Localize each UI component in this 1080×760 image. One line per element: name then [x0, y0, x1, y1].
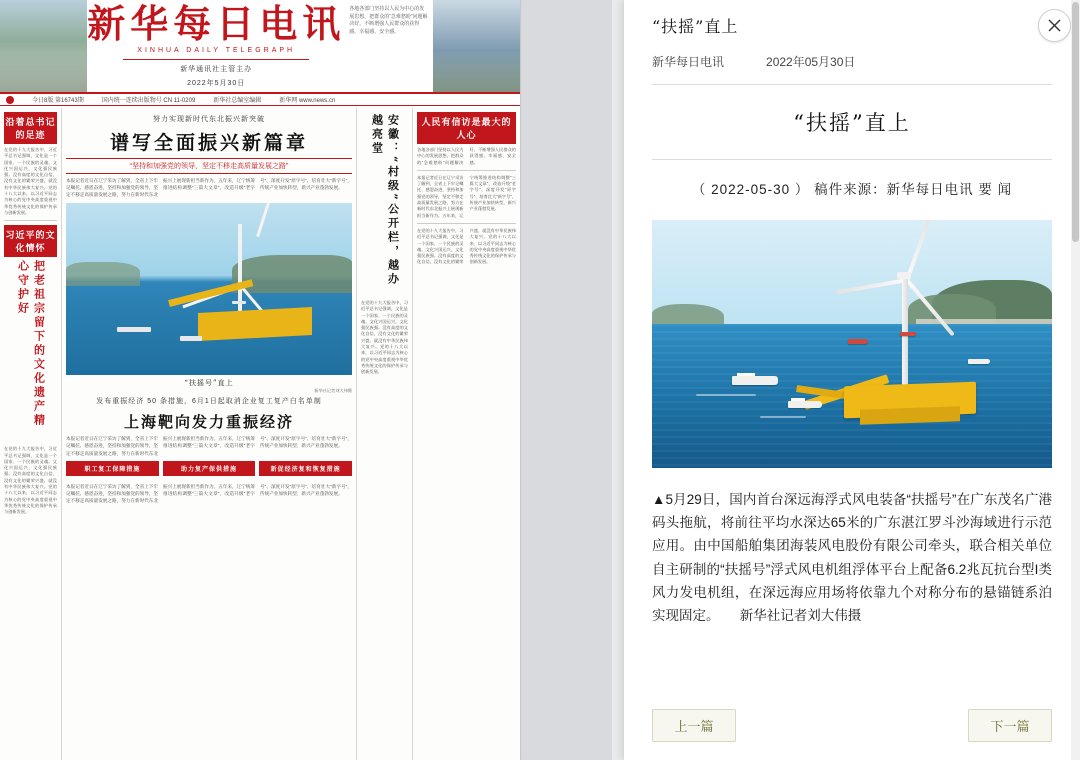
right-column-body: 各地各部门坚持以人民为中心的发展思想，把群众的“急难愁盼”问题解决好，不断增强人民群众的获得感、幸福感、安全感。 [417, 147, 516, 165]
website-line: 新华网 www.news.cn [279, 98, 336, 104]
page-scrollbar[interactable] [1071, 0, 1080, 760]
photo-boat [117, 327, 151, 332]
main-sub-banner: “坚持和加强党的领导，坚定不移走高质量发展之路” [66, 158, 352, 174]
newspaper-column-right [413, 108, 520, 760]
article-photo [652, 220, 1052, 468]
photo-boat-wake [760, 416, 806, 418]
page-scrollbar-thumb[interactable] [1072, 2, 1079, 242]
right-column-body-2: 本报记者近日在辽宁采访了解到，全省上下牢记嘱托、感恩奋进，坚持和加强党的领导，坚定不移走高质量发展之路，努力在新时代东北振兴上展现新担当新作为。五年来，辽宁统筹推进结构调整“三篇大文章”，改造升级“老字号”、深度开发“原字号”、培育壮大“新字号”，传统产业加快转型，新兴产业蓬勃发展。 [417, 174, 516, 218]
masthead-rule [123, 59, 309, 60]
close-icon [1047, 18, 1062, 33]
masthead [0, 0, 520, 92]
newspaper-column-main [62, 108, 357, 760]
second-story-body: 本报记者近日在辽宁采访了解到，全省上下牢记嘱托、感恩奋进，坚持和加强党的领导，坚定不移走高质量发展之路，努力在新时代东北振兴上展现新担当新作为。五年来，辽宁统筹推进结构调整“三篇大文章”，改造升级“老字号”、深度开发“原字号”、培育壮大“新字号”，传统产业加快转型，新兴产业蓬勃发展。 [66, 436, 352, 456]
masthead-subtitle: 新华通讯社主管主办 [180, 65, 253, 73]
overlay-title: “扶摇”直上 [652, 17, 739, 36]
article-body: ▲5月29日，国内首台深远海浮式风电装备“扶摇号”在广东茂名广港码头拖航，将前往平均水深达65米的广东湛江罗斗沙海域进行示范应用。由中国船舶集团海装风电股份有限公司牵头，联合相关单位自主研制的“扶摇号”浮式风电机组浮体平台上配备6.2兆瓦抗台型I类风力发电机组，在深远海应用场将依靠九个对称分布的悬锚链系泊实现固定。 新华社记者刘大伟摄 [652, 492, 1052, 624]
photo-hill-left [66, 262, 140, 286]
newspaper-column-left [0, 108, 62, 760]
overlay-date: 2022年05月30日 [766, 55, 856, 69]
photo-tugboat [788, 401, 822, 408]
article-source-line: （ 2022-05-30 ） 稿件来源：新华每日电讯 要 闻 [691, 182, 1013, 197]
masthead-info-bar [0, 92, 520, 106]
vertical-headline: 安徽：“村级”公开栏，越办越亮堂 [370, 114, 400, 287]
overlay-source: 新华每日电讯 [652, 55, 725, 69]
column-vertical-title: 把老祖宗留下的文化遗产精心守护好 [16, 260, 46, 429]
story-tag: 职工复工保障措施 [66, 461, 159, 476]
newspaper-photo-caption: “扶摇号”直上 [184, 379, 234, 388]
article-title: “扶摇”直上 [652, 107, 1052, 160]
masthead-photo-right [433, 0, 520, 92]
publication-code: 国内统一连续出版物号 CN 11-0209 [101, 98, 196, 104]
previous-article-button[interactable]: 上一篇 [652, 709, 736, 742]
close-button[interactable] [1038, 9, 1071, 42]
divider [4, 220, 57, 221]
article-pagination [624, 709, 1080, 742]
photo-support-vessel [968, 359, 990, 364]
masthead-photo-left [0, 0, 87, 92]
photo-turbine-nacelle [897, 272, 911, 279]
newspaper-title: 新华每日电讯 [87, 0, 346, 46]
photo-boat-wake [696, 394, 756, 396]
masthead-logo-icon [6, 96, 14, 104]
main-kicker: 努力实现新时代东北振兴新突破 [153, 116, 265, 123]
masthead-dateline: 2022年5月30日 [187, 79, 246, 87]
right-column-body-3: 在党的十九大报告中，习近平总书记强调，文化是一个国家、一个民族的灵魂。文化兴国运兴，文化强民族强。没有高度的文化自信，没有文化的繁荣兴盛，就没有中华民族伟大复兴。党的十八大以来，以习近平同志为核心的党中央高度重视中华优秀传统文化的保护传承与创新发展。 [417, 227, 516, 265]
main-headline: 谱写全面振兴新篇章 [109, 132, 308, 154]
newspaper-columns [0, 108, 520, 760]
overlay-header [624, 0, 1080, 70]
photo-support-vessel [900, 332, 916, 336]
photo-turbine-blade [257, 203, 279, 237]
main-body-text: 本报记者近日在辽宁采访了解到，全省上下牢记嘱托、感恩奋进，坚持和加强党的领导，坚定不移走高质量发展之路，努力在新时代东北振兴上展现新担当新作为。五年来，辽宁统筹推进结构调整“三篇大文章”，改造升级“老字号”、深度开发“原字号”、培育壮大“新字号”，传统产业加快转型，新兴产业蓬勃发展。 [66, 178, 352, 198]
right-column-header: 人民有信访是最大的人心 [417, 112, 516, 144]
overlay-divider [652, 84, 1052, 85]
second-story-headline: 上海靶向发力重振经济 [123, 413, 294, 432]
newspaper-photo-credit: 新华社记者刘大伟摄 [314, 388, 352, 394]
vertical-column-body: 在党的十九大报告中，习近平总书记强调，文化是一个国家、一个民族的灵魂。文化兴国运兴，文化强民族强。没有高度的文化自信，没有文化的繁荣兴盛，就没有中华民族伟大复兴。党的十八大以来，以习近平同志为核心的党中央高度重视中华优秀传统文化的保护传承与创新发展。 [361, 300, 408, 375]
photo-hill-right [232, 255, 352, 293]
story-tag: 新促经济复和恢复措施 [259, 461, 352, 476]
newspaper-title-english: XINHUA DAILY TELEGRAPH [137, 46, 296, 54]
column-left-text: 在党的十九大报告中，习近平总书记强调，文化是一个国家、一个民族的灵魂。文化兴国运兴，文化强民族强。没有高度的文化自信，没有文化的繁荣兴盛，就没有中华民族伟大复兴。党的十八大以来，以习近平同志为核心的党中央高度重视中华优秀传统文化的保护传承与创新发展。 [4, 147, 57, 215]
photo-boat [180, 336, 202, 341]
photo-boat [232, 301, 246, 304]
photo-support-vessel [848, 339, 868, 344]
column-red-header-2: 习近平的文化情怀 [4, 225, 57, 257]
issue-number: 今日8版 第16743期 [32, 98, 84, 104]
photo-tugboat [732, 376, 778, 385]
masthead-side-text: 各地各部门坚持以人民为中心的发展思想，把群众的“急难愁盼”问题解决好，不断增强人民群众的获得感、幸福感、安全感。 [345, 0, 433, 92]
article-overlay [624, 0, 1080, 760]
newspaper-page[interactable] [0, 0, 520, 760]
second-story-sub: 发布重振经济 50 条措施，6月1日起取消企业复工复产白名单制 [96, 398, 322, 406]
photo-platform [198, 307, 312, 341]
column-left-text-2: 在党的十九大报告中，习近平总书记强调，文化是一个国家、一个民族的灵魂。文化兴国运兴，文化强民族强。没有高度的文化自信，没有文化的繁荣兴盛，就没有中华民族伟大复兴。党的十八大以来，以习近平同志为核心的党中央高度重视中华优秀传统文化的保护传承与创新发展。 [4, 446, 57, 515]
divider [417, 223, 516, 224]
overlay-meta [652, 53, 1052, 70]
second-story-body-2: 本报记者近日在辽宁采访了解到，全省上下牢记嘱托、感恩奋进，坚持和加强党的领导，坚定不移走高质量发展之路，努力在新时代东北振兴上展现新担当新作为。五年来，辽宁统筹推进结构调整“三篇大文章”，改造升级“老字号”、深度开发“原字号”、培育壮大“新字号”，传统产业加快转型，新兴产业蓬勃发展。 [66, 483, 352, 503]
masthead-center [87, 0, 345, 92]
column-red-header: 沿着总书记的足迹 [4, 112, 57, 144]
editor-line: 新华社总编室编辑 [213, 98, 262, 104]
photo-turbine-tower [238, 224, 242, 313]
newspaper-photo [66, 203, 352, 375]
newspaper-column-vertical [357, 108, 413, 760]
next-article-button[interactable]: 下一篇 [968, 709, 1052, 742]
divider [417, 170, 516, 171]
story-tag: 助力复产保供措施 [163, 461, 256, 476]
